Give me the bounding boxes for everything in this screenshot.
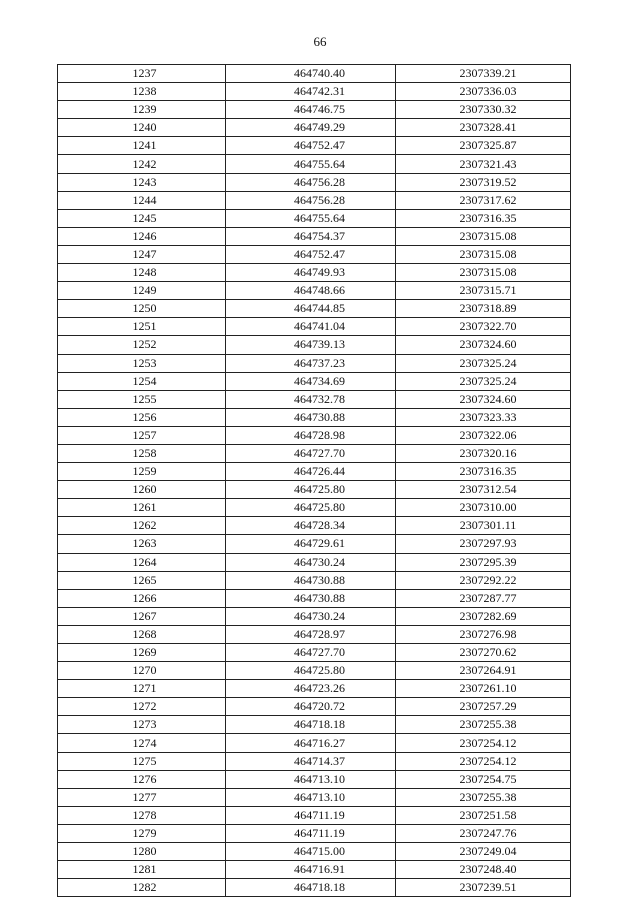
table-row <box>58 517 571 535</box>
y-coordinate-cell: 2307297.93 <box>396 535 571 553</box>
y-coordinate-cell: 2307339.21 <box>396 65 571 83</box>
point-number-cell: 1259 <box>58 463 226 481</box>
x-coordinate-cell: 464725.80 <box>226 499 396 517</box>
x-coordinate-cell: 464739.13 <box>226 336 396 354</box>
point-number-cell: 1268 <box>58 625 226 643</box>
y-coordinate-cell: 2307324.60 <box>396 390 571 408</box>
y-coordinate-cell: 2307319.52 <box>396 173 571 191</box>
x-coordinate-cell: 464725.80 <box>226 662 396 680</box>
y-coordinate-cell: 2307325.24 <box>396 372 571 390</box>
point-number-cell: 1249 <box>58 282 226 300</box>
x-coordinate-cell: 464732.78 <box>226 390 396 408</box>
y-coordinate-cell: 2307292.22 <box>396 571 571 589</box>
x-coordinate-cell: 464725.80 <box>226 481 396 499</box>
y-coordinate-cell: 2307336.03 <box>396 83 571 101</box>
x-coordinate-cell: 464752.47 <box>226 137 396 155</box>
point-number-cell: 1281 <box>58 861 226 879</box>
y-coordinate-cell: 2307239.51 <box>396 879 571 897</box>
point-number-cell: 1277 <box>58 788 226 806</box>
x-coordinate-cell: 464723.26 <box>226 680 396 698</box>
y-coordinate-cell: 2307248.40 <box>396 861 571 879</box>
y-coordinate-cell: 2307261.10 <box>396 680 571 698</box>
y-coordinate-cell: 2307324.60 <box>396 336 571 354</box>
y-coordinate-cell: 2307323.33 <box>396 408 571 426</box>
point-number-cell: 1273 <box>58 716 226 734</box>
y-coordinate-cell: 2307254.75 <box>396 770 571 788</box>
point-number-cell: 1260 <box>58 481 226 499</box>
x-coordinate-cell: 464730.24 <box>226 607 396 625</box>
y-coordinate-cell: 2307315.08 <box>396 227 571 245</box>
y-coordinate-cell: 2307270.62 <box>396 644 571 662</box>
point-number-cell: 1280 <box>58 843 226 861</box>
x-coordinate-cell: 464752.47 <box>226 245 396 263</box>
point-number-cell: 1243 <box>58 173 226 191</box>
x-coordinate-cell: 464755.64 <box>226 209 396 227</box>
point-number-cell: 1240 <box>58 119 226 137</box>
y-coordinate-cell: 2307251.58 <box>396 806 571 824</box>
point-number-cell: 1246 <box>58 227 226 245</box>
point-number-cell: 1267 <box>58 607 226 625</box>
table-row <box>58 83 571 101</box>
x-coordinate-cell: 464741.04 <box>226 318 396 336</box>
point-number-cell: 1251 <box>58 318 226 336</box>
x-coordinate-cell: 464734.69 <box>226 372 396 390</box>
table-row <box>58 354 571 372</box>
table-row <box>58 481 571 499</box>
table-row <box>58 553 571 571</box>
point-number-cell: 1264 <box>58 553 226 571</box>
point-number-cell: 1239 <box>58 101 226 119</box>
point-number-cell: 1270 <box>58 662 226 680</box>
point-number-cell: 1262 <box>58 517 226 535</box>
table-row <box>58 589 571 607</box>
y-coordinate-cell: 2307247.76 <box>396 824 571 842</box>
table-row <box>58 752 571 770</box>
y-coordinate-cell: 2307322.06 <box>396 426 571 444</box>
table-row <box>58 535 571 553</box>
table-row <box>58 644 571 662</box>
y-coordinate-cell: 2307322.70 <box>396 318 571 336</box>
point-number-cell: 1271 <box>58 680 226 698</box>
table-row <box>58 318 571 336</box>
point-number-cell: 1241 <box>58 137 226 155</box>
point-number-cell: 1237 <box>58 65 226 83</box>
coordinates-table-body <box>58 65 571 897</box>
point-number-cell: 1244 <box>58 191 226 209</box>
point-number-cell: 1279 <box>58 824 226 842</box>
x-coordinate-cell: 464754.37 <box>226 227 396 245</box>
x-coordinate-cell: 464740.40 <box>226 65 396 83</box>
x-coordinate-cell: 464755.64 <box>226 155 396 173</box>
table-row <box>58 282 571 300</box>
table-row <box>58 372 571 390</box>
table-row <box>58 879 571 897</box>
x-coordinate-cell: 464749.93 <box>226 264 396 282</box>
y-coordinate-cell: 2307317.62 <box>396 191 571 209</box>
point-number-cell: 1245 <box>58 209 226 227</box>
table-row <box>58 698 571 716</box>
table-row <box>58 408 571 426</box>
point-number-cell: 1238 <box>58 83 226 101</box>
table-row <box>58 245 571 263</box>
x-coordinate-cell: 464715.00 <box>226 843 396 861</box>
table-row <box>58 788 571 806</box>
y-coordinate-cell: 2307255.38 <box>396 716 571 734</box>
point-number-cell: 1258 <box>58 444 226 462</box>
x-coordinate-cell: 464730.88 <box>226 571 396 589</box>
point-number-cell: 1256 <box>58 408 226 426</box>
y-coordinate-cell: 2307325.24 <box>396 354 571 372</box>
point-number-cell: 1254 <box>58 372 226 390</box>
x-coordinate-cell: 464713.10 <box>226 788 396 806</box>
x-coordinate-cell: 464726.44 <box>226 463 396 481</box>
table-row <box>58 625 571 643</box>
table-row <box>58 119 571 137</box>
point-number-cell: 1274 <box>58 734 226 752</box>
x-coordinate-cell: 464728.34 <box>226 517 396 535</box>
table-row <box>58 173 571 191</box>
y-coordinate-cell: 2307315.08 <box>396 245 571 263</box>
table-row <box>58 209 571 227</box>
y-coordinate-cell: 2307282.69 <box>396 607 571 625</box>
point-number-cell: 1269 <box>58 644 226 662</box>
table-row <box>58 137 571 155</box>
point-number-cell: 1255 <box>58 390 226 408</box>
y-coordinate-cell: 2307287.77 <box>396 589 571 607</box>
point-number-cell: 1247 <box>58 245 226 263</box>
table-row <box>58 499 571 517</box>
y-coordinate-cell: 2307315.71 <box>396 282 571 300</box>
x-coordinate-cell: 464748.66 <box>226 282 396 300</box>
page-number: 66 <box>313 34 327 49</box>
table-row <box>58 861 571 879</box>
point-number-cell: 1282 <box>58 879 226 897</box>
coordinates-table <box>57 64 571 897</box>
point-number-cell: 1242 <box>58 155 226 173</box>
table-row <box>58 680 571 698</box>
table-row <box>58 191 571 209</box>
x-coordinate-cell: 464756.28 <box>226 191 396 209</box>
point-number-cell: 1265 <box>58 571 226 589</box>
table-row <box>58 806 571 824</box>
table-row <box>58 843 571 861</box>
x-coordinate-cell: 464729.61 <box>226 535 396 553</box>
x-coordinate-cell: 464749.29 <box>226 119 396 137</box>
point-number-cell: 1248 <box>58 264 226 282</box>
table-row <box>58 716 571 734</box>
table-row <box>58 662 571 680</box>
table-row <box>58 463 571 481</box>
point-number-cell: 1276 <box>58 770 226 788</box>
y-coordinate-cell: 2307301.11 <box>396 517 571 535</box>
y-coordinate-cell: 2307312.54 <box>396 481 571 499</box>
x-coordinate-cell: 464730.88 <box>226 408 396 426</box>
point-number-cell: 1250 <box>58 300 226 318</box>
table-row <box>58 264 571 282</box>
y-coordinate-cell: 2307254.12 <box>396 734 571 752</box>
y-coordinate-cell: 2307330.32 <box>396 101 571 119</box>
x-coordinate-cell: 464728.98 <box>226 426 396 444</box>
table-row <box>58 390 571 408</box>
table-row <box>58 336 571 354</box>
table-row <box>58 734 571 752</box>
y-coordinate-cell: 2307315.08 <box>396 264 571 282</box>
point-number-cell: 1275 <box>58 752 226 770</box>
table-row <box>58 607 571 625</box>
y-coordinate-cell: 2307257.29 <box>396 698 571 716</box>
x-coordinate-cell: 464716.27 <box>226 734 396 752</box>
x-coordinate-cell: 464718.18 <box>226 716 396 734</box>
x-coordinate-cell: 464730.24 <box>226 553 396 571</box>
point-number-cell: 1257 <box>58 426 226 444</box>
x-coordinate-cell: 464730.88 <box>226 589 396 607</box>
table-row <box>58 571 571 589</box>
x-coordinate-cell: 464756.28 <box>226 173 396 191</box>
y-coordinate-cell: 2307255.38 <box>396 788 571 806</box>
x-coordinate-cell: 464720.72 <box>226 698 396 716</box>
y-coordinate-cell: 2307328.41 <box>396 119 571 137</box>
x-coordinate-cell: 464744.85 <box>226 300 396 318</box>
table-row <box>58 155 571 173</box>
table-row <box>58 300 571 318</box>
y-coordinate-cell: 2307310.00 <box>396 499 571 517</box>
table-row <box>58 824 571 842</box>
y-coordinate-cell: 2307316.35 <box>396 463 571 481</box>
table-row <box>58 101 571 119</box>
y-coordinate-cell: 2307276.98 <box>396 625 571 643</box>
x-coordinate-cell: 464727.70 <box>226 644 396 662</box>
table-row <box>58 227 571 245</box>
y-coordinate-cell: 2307249.04 <box>396 843 571 861</box>
point-number-cell: 1278 <box>58 806 226 824</box>
table-row <box>58 426 571 444</box>
table-row <box>58 444 571 462</box>
point-number-cell: 1272 <box>58 698 226 716</box>
x-coordinate-cell: 464716.91 <box>226 861 396 879</box>
y-coordinate-cell: 2307325.87 <box>396 137 571 155</box>
x-coordinate-cell: 464746.75 <box>226 101 396 119</box>
x-coordinate-cell: 464711.19 <box>226 806 396 824</box>
y-coordinate-cell: 2307318.89 <box>396 300 571 318</box>
x-coordinate-cell: 464742.31 <box>226 83 396 101</box>
x-coordinate-cell: 464711.19 <box>226 824 396 842</box>
x-coordinate-cell: 464737.23 <box>226 354 396 372</box>
x-coordinate-cell: 464728.97 <box>226 625 396 643</box>
table-row <box>58 770 571 788</box>
point-number-cell: 1252 <box>58 336 226 354</box>
y-coordinate-cell: 2307316.35 <box>396 209 571 227</box>
point-number-cell: 1261 <box>58 499 226 517</box>
point-number-cell: 1253 <box>58 354 226 372</box>
y-coordinate-cell: 2307320.16 <box>396 444 571 462</box>
y-coordinate-cell: 2307295.39 <box>396 553 571 571</box>
y-coordinate-cell: 2307254.12 <box>396 752 571 770</box>
x-coordinate-cell: 464713.10 <box>226 770 396 788</box>
y-coordinate-cell: 2307264.91 <box>396 662 571 680</box>
x-coordinate-cell: 464714.37 <box>226 752 396 770</box>
x-coordinate-cell: 464727.70 <box>226 444 396 462</box>
x-coordinate-cell: 464718.18 <box>226 879 396 897</box>
point-number-cell: 1263 <box>58 535 226 553</box>
point-number-cell: 1266 <box>58 589 226 607</box>
y-coordinate-cell: 2307321.43 <box>396 155 571 173</box>
table-row <box>58 65 571 83</box>
